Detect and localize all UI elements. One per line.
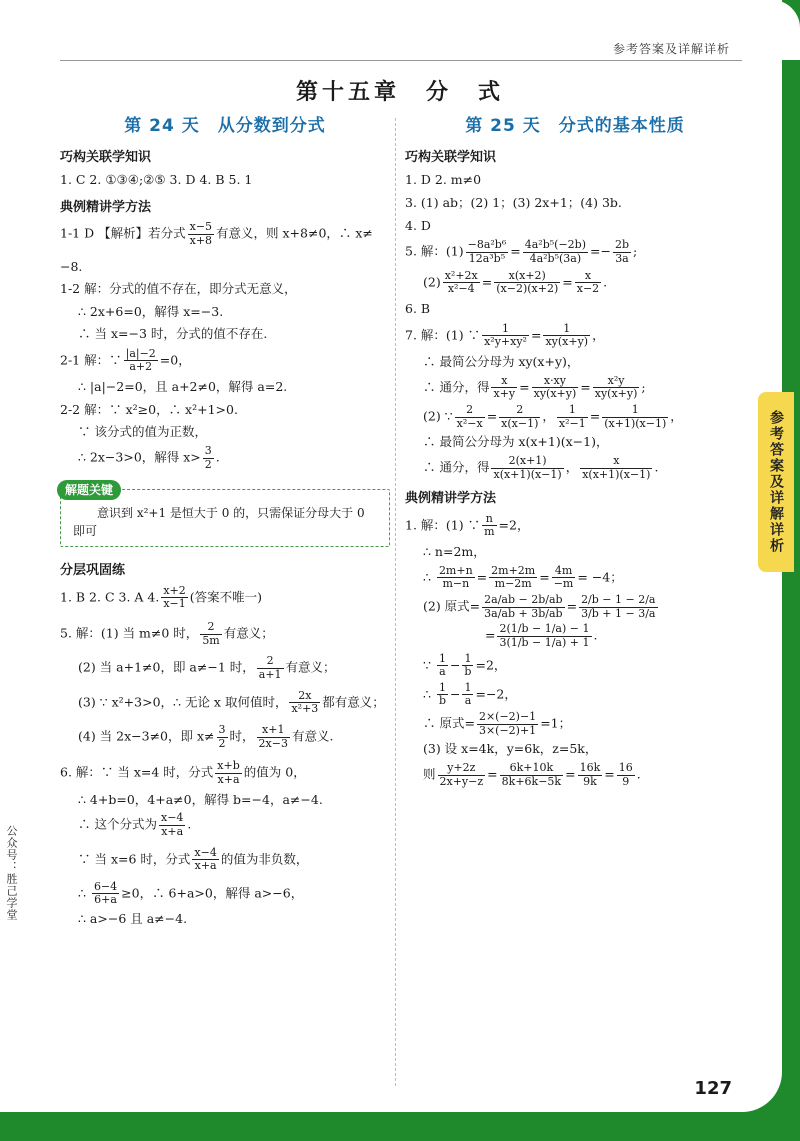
fraction: $\frac{2}{x(x-1)}$ bbox=[501, 402, 539, 430]
answer-1-2-step: ∴ 2x+6=0，解得 x=−3. bbox=[78, 304, 224, 320]
section-knowledge: 巧构关联学知识 bbox=[60, 149, 152, 165]
fraction: $\frac{1}{\text{x²−1}}$ bbox=[558, 402, 586, 430]
fraction: $\frac{1}{\text{x²y+xy²}}$ bbox=[484, 321, 527, 349]
answer-line-6: 6. B bbox=[405, 300, 431, 316]
fraction: $\frac{6-4}{6+a}$ bbox=[93, 879, 118, 907]
fraction: $\frac{x-4}{x+a}$ bbox=[194, 845, 217, 873]
fraction: $\frac{16}{9}$ bbox=[618, 761, 633, 788]
fraction: $\frac{n}{m}$ bbox=[484, 511, 495, 539]
practice-answers: 1. B 2. C 3. A 4. $\frac{x+2}{x-1}$ (答案不唯一) bbox=[60, 583, 263, 611]
running-header: 参考答案及详解详析 bbox=[612, 42, 730, 56]
answer-2-2-step: ∴ 2x−3>0，解得 x> $\frac{3}{2}$ . bbox=[78, 444, 220, 471]
left-column bbox=[60, 112, 390, 932]
key-point-box bbox=[60, 483, 390, 547]
day-25-title: 第 25 天 分式的基本性质 bbox=[465, 116, 685, 136]
fraction: $\frac{2}{\text{x²−x}}$ bbox=[456, 402, 483, 430]
answer-2-2: 2-2 解：∵ x²≥0，∴ x²+1>0. bbox=[60, 401, 238, 417]
answer-2-1-step: ∴ |a|−2=0，且 a+2≠0，解得 a=2. bbox=[78, 378, 288, 394]
fraction: $\frac{x}{x-2}$ bbox=[576, 268, 600, 296]
answer-7-step: ∴ 最简公分母为 x(x+1)(x−1)， bbox=[423, 434, 609, 450]
practice-6-step: ∴ 4+b=0，4+a≠0，解得 b=−4，a≠−4. bbox=[78, 791, 323, 807]
fraction: $\frac{2(1/b - 1/a) - 1}{3(1/b - 1/a) + 1}$ bbox=[499, 622, 590, 649]
answer-2-2-step: ∵ 该分式的值为正数， bbox=[78, 424, 207, 440]
right-column bbox=[405, 112, 745, 791]
fraction: $\frac{2\times(-2)-1}{3\times(-2)+1}$ bbox=[478, 710, 537, 737]
column-divider bbox=[395, 118, 396, 1086]
answer-1-2-step: ∴ 当 x=−3 时，分式的值不存在. bbox=[78, 325, 268, 341]
fraction: $\frac{x+1}{2x-3}$ bbox=[258, 722, 288, 750]
example-1-step: (3) 设 x=4k，y=6k，z=5k， bbox=[423, 741, 598, 757]
example-1-step: ∵ $\frac{1}{a}$ − $\frac{1}{b}$ =2， bbox=[423, 651, 507, 679]
section-knowledge: 巧构关联学知识 bbox=[405, 149, 497, 165]
fraction: $\frac{y+2z}{2x+y-z}$ bbox=[439, 761, 484, 788]
fraction: $\frac{3}{2}$ bbox=[218, 722, 226, 750]
example-1-step: 则 $\frac{y+2z}{2x+y-z}$ = $\frac{6k+10k}{8k+6k-5k}$ = $\frac{16k}{9k}$ = $\frac{16}{9}$ . bbox=[423, 761, 641, 788]
answer-7-step: ∴ 最简公分母为 xy(x+y)， bbox=[423, 353, 580, 369]
fraction: $\frac{\text{x²y}}{xy(x+y)}$ bbox=[594, 373, 638, 401]
fraction: $\frac{|a|-2}{a+2}$ bbox=[125, 346, 156, 374]
answer-5-1: 5. 解：(1) $\frac{\text{−8a²b⁶}}{\text{12a³b⁵}}$ = $\frac{\text{4a²b⁵(−2b)}}{\text{4a²b⁵(3a)}}$ =− $\frac{2b}{3a}$ ; bbox=[405, 238, 638, 265]
practice-6-step: ∴ 这个分式为 $\frac{x-4}{x+a}$ . bbox=[78, 811, 192, 838]
day-24-title: 第 24 天 从分数到分式 bbox=[124, 116, 326, 136]
example-1-step: ∴ $\frac{2m+n}{m-n}$ = $\frac{2m+2m}{m-2m}$ = $\frac{4m}{-m}$ = −4； bbox=[423, 563, 623, 591]
answer-7-step: ∴ 通分，得 $\frac{2(x+1)}{x(x+1)(x-1)}$ ， $\frac{x}{x(x+1)(x-1)}$ . bbox=[423, 453, 659, 481]
answer-1-1-cont: −8. bbox=[60, 258, 83, 274]
answer-7-1: 7. 解：(1) ∵ $\frac{1}{\text{x²y+xy²}}$ = $\frac{1}{xy(x+y)}$ ， bbox=[405, 321, 605, 349]
fraction: $\frac{1}{b}$ bbox=[464, 651, 472, 679]
fraction: $\frac{16k}{9k}$ bbox=[579, 761, 601, 788]
fraction: $\frac{\text{4a²b⁵(−2b)}}{\text{4a²b⁵(3a)}}$ bbox=[524, 238, 586, 265]
practice-5-4: (4) 当 2x−3≠0，即 x≠ $\frac{3}{2}$ 时， $\frac{x+1}{2x-3}$ 有意义. bbox=[78, 722, 334, 750]
watermark: 公众号：胜己学堂 bbox=[5, 825, 18, 921]
fraction: $\frac{2/b - 1 - 2/a}{3/b + 1 - 3/a}$ bbox=[581, 593, 656, 620]
key-point-tag: 解题关键 bbox=[57, 480, 121, 500]
fraction: $\frac{3}{2}$ bbox=[204, 444, 212, 471]
fraction: $\frac{1}{a}$ bbox=[438, 651, 446, 679]
fraction: $\frac{2(x+1)}{x(x+1)(x-1)}$ bbox=[493, 453, 562, 481]
example-1-step: ∴ n=2m， bbox=[423, 543, 486, 559]
fraction: $\frac{2m+n}{m-n}$ bbox=[438, 563, 473, 591]
fraction: $\frac{x\cdot xy}{xy(x+y)}$ bbox=[533, 373, 577, 401]
section-practice: 分层巩固练 bbox=[60, 563, 126, 579]
fraction: $\frac{1}{b}$ bbox=[438, 680, 446, 708]
page-corner bbox=[740, 0, 800, 60]
section-methods: 典例精讲学方法 bbox=[405, 491, 497, 507]
practice-5: 5. 解：(1) 当 m≠0 时， $\frac{2}{5m}$ 有意义； bbox=[60, 620, 274, 647]
practice-5-3: (3) ∵ x²+3>0，∴ 无论 x 取何值时， $\frac{2x}{\text{x²+3}}$ 都有意义； bbox=[78, 688, 385, 716]
answer-line-3: 3. (1) ab；(2) 1；(3) 2x+1；(4) 3b. bbox=[405, 194, 622, 210]
key-point-text: 意识到 x²+1 是恒大于 0 的，只需保证分母大于 0 即可 bbox=[73, 506, 365, 539]
fraction: $\frac{x}{x(x+1)(x-1)}$ bbox=[582, 453, 651, 481]
fraction: $\frac{x+2}{x-1}$ bbox=[163, 583, 186, 611]
fraction: $\frac{6k+10k}{8k+6k-5k}$ bbox=[501, 761, 562, 788]
fraction: $\frac{4m}{-m}$ bbox=[553, 563, 574, 591]
practice-6-step: ∵ 当 x=6 时，分式 $\frac{x-4}{x+a}$ 的值为非负数， bbox=[78, 845, 309, 873]
example-1-step: = $\frac{2(1/b - 1/a) - 1}{3(1/b - 1/a) + 1}$ . bbox=[485, 622, 598, 649]
practice-6-step: ∴ $\frac{6-4}{6+a}$ ≥0，∴ 6+a>0，解得 a>−6， bbox=[78, 879, 304, 907]
practice-6-step: ∴ a>−6 且 a≠−4. bbox=[78, 911, 188, 927]
example-1-step: ∴ $\frac{1}{b}$ − $\frac{1}{a}$ =−2， bbox=[423, 680, 517, 708]
answer-line-4: 4. D bbox=[405, 217, 431, 233]
fraction: $\frac{1}{xy(x+y)}$ bbox=[545, 321, 589, 349]
answer-2-1: 2-1 解：∵ $\frac{|a|-2}{a+2}$ =0， bbox=[60, 346, 191, 374]
fraction: $\frac{\text{−8a²b⁶}}{\text{12a³b⁵}}$ bbox=[467, 238, 507, 265]
fraction: $\frac{2m+2m}{m-2m}$ bbox=[491, 563, 536, 591]
fraction: $\frac{2b}{3a}$ bbox=[614, 238, 629, 265]
fraction: $\frac{x-5}{x+8}$ bbox=[189, 220, 213, 247]
fraction: $\frac{2x}{\text{x²+3}}$ bbox=[291, 688, 319, 716]
side-tab: 参考答案及详解详析 bbox=[758, 392, 794, 572]
answer-1-2: 1-2 解：分式的值不存在，即分式无意义， bbox=[60, 281, 297, 297]
fraction: $\frac{2a/ab - 2b/ab}{3a/ab + 3b/ab}$ bbox=[484, 593, 563, 620]
answer-7-2: (2) ∵ $\frac{2}{\text{x²−x}}$ = $\frac{2}{x(x-1)}$ ， $\frac{1}{\text{x²−1}}$ = $\frac{1}{(x+1)(x-1)}$ ， bbox=[423, 402, 683, 430]
section-methods: 典例精讲学方法 bbox=[60, 199, 152, 215]
fraction: $\frac{x}{x+y}$ bbox=[493, 373, 516, 401]
answer-1-1: 1-1 D 【解析】若分式 $\frac{x-5}{x+8}$ 有意义，则 x+8≠0，∴ x≠ bbox=[60, 220, 373, 247]
practice-5-2: (2) 当 a+1≠0，即 a≠−1 时， $\frac{2}{a+1}$ 有意义； bbox=[78, 654, 336, 682]
answer-7-step: ∴ 通分，得 $\frac{x}{x+y}$ = $\frac{x\cdot xy}{xy(x+y)}$ = $\frac{\text{x²y}}{xy(x+y)}$ ; bbox=[423, 373, 646, 401]
fraction: $\frac{x+b}{x+a}$ bbox=[217, 759, 240, 786]
answer-line-1: 1. C 2. ①③④;②⑤ 3. D 4. B 5. 1 bbox=[60, 172, 253, 187]
practice-6: 6. 解：∵ 当 x=4 时，分式 $\frac{x+b}{x+a}$ 的值为 0， bbox=[60, 759, 306, 786]
page-number: 127 bbox=[694, 1078, 732, 1099]
fraction: $\frac{\text{x²+2x}}{\text{x²−4}}$ bbox=[444, 268, 478, 296]
fraction: $\frac{2}{5m}$ bbox=[202, 620, 220, 647]
answer-line-1: 1. D 2. m≠0 bbox=[405, 172, 482, 187]
chapter-title: 第十五章 分 式 bbox=[295, 80, 504, 105]
example-1-step: (2) 原式= $\frac{2a/ab - 2b/ab}{3a/ab + 3b/ab}$ = $\frac{2/b - 1 - 2/a}{3/b + 1 - 3/a}$ bbox=[423, 593, 656, 620]
fraction: $\frac{2}{a+1}$ bbox=[258, 654, 282, 682]
answer-5-2: (2) $\frac{\text{x²+2x}}{\text{x²−4}}$ = $\frac{x(x+2)}{(x-2)(x+2)}$ = $\frac{x}{x-2}$ . bbox=[423, 268, 608, 296]
example-1-step: ∴ 原式= $\frac{2\times(-2)-1}{3\times(-2)+1}$ =1； bbox=[423, 710, 572, 737]
header-rule bbox=[60, 60, 742, 61]
fraction: $\frac{1}{a}$ bbox=[464, 680, 472, 708]
fraction: $\frac{x-4}{x+a}$ bbox=[160, 811, 184, 838]
example-1: 1. 解：(1) ∵ $\frac{n}{m}$ =2， bbox=[405, 511, 530, 539]
fraction: $\frac{x(x+2)}{(x-2)(x+2)}$ bbox=[496, 268, 559, 296]
fraction: $\frac{1}{(x+1)(x-1)}$ bbox=[604, 402, 667, 430]
